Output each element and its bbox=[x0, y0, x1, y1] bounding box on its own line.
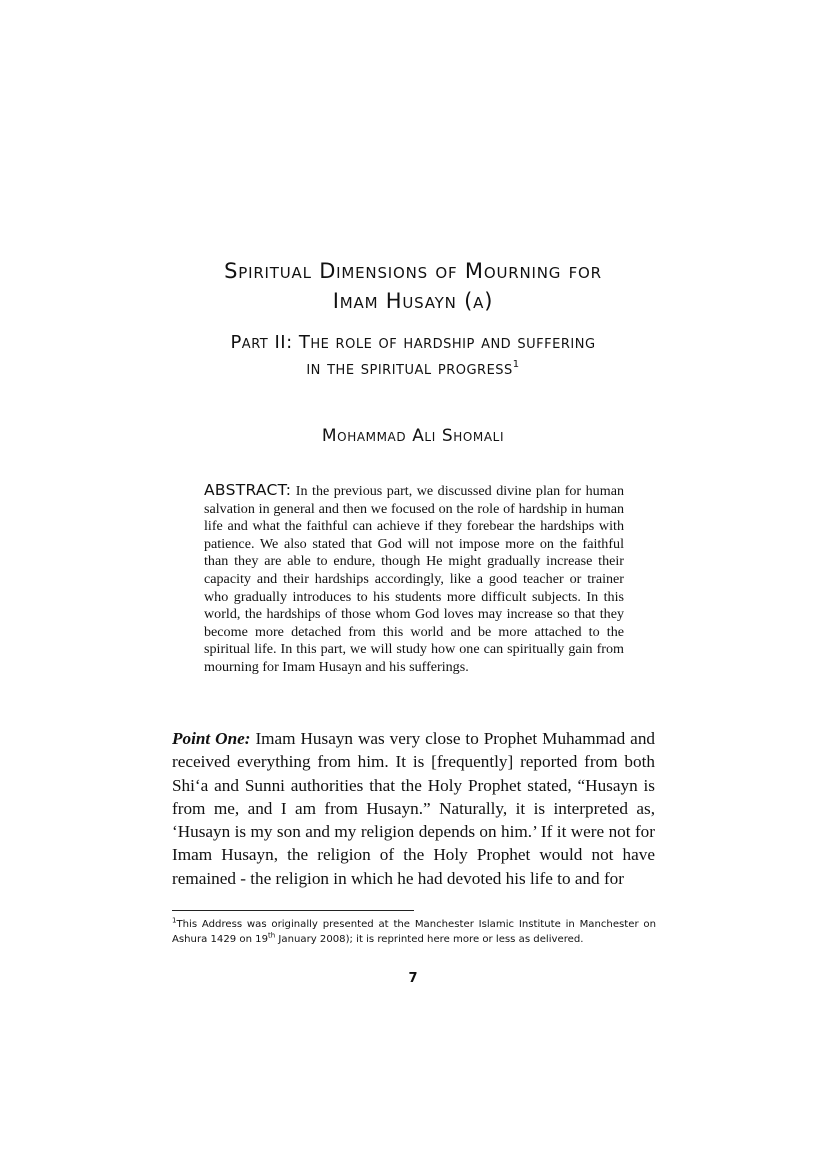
article-title-line-2: Imam Husayn (a) bbox=[332, 289, 494, 313]
footnote-separator bbox=[172, 910, 414, 911]
footnote-reference-marker[interactable]: 1 bbox=[512, 359, 520, 370]
footnote-date-superscript: th bbox=[268, 931, 276, 940]
footnote-text-part-2: January 2008); it is reprinted here more or less as delivered. bbox=[275, 933, 584, 945]
article-subtitle bbox=[100, 330, 726, 382]
footnote-marker: 1 bbox=[172, 916, 177, 925]
article-title bbox=[100, 256, 726, 316]
body-paragraph bbox=[172, 727, 655, 890]
point-label: Point One: bbox=[172, 729, 251, 748]
article-subtitle-line-2 bbox=[100, 356, 726, 382]
body-paragraph-text: Imam Husayn was very close to Prophet Muhammad and received everything from him. It is [frequently] reported from both Shi‘a and Sunni authorities that the Holy Prophet stated, “Husayn is from me, and I am from Husayn.” Naturally, it is interpreted as, ‘Husayn is my son and my religion depends on him.’ If it were not for Imam Husayn, the religion of the Holy Prophet would not have remained - the religion in which he had devoted his life to and for bbox=[172, 729, 655, 888]
footnote-text-part-1: This Address was originally presented at the Manchester Islamic Institute in Manchester on Ashura 1429 on 19 bbox=[172, 919, 656, 945]
footnote bbox=[172, 918, 656, 947]
author-name: Mohammad Ali Shomali bbox=[321, 426, 505, 446]
article-title-line-1: Spiritual Dimensions of Mourning for bbox=[224, 259, 602, 283]
page-number: 7 bbox=[408, 971, 418, 986]
abstract-label: ABSTRACT: bbox=[204, 481, 292, 499]
abstract bbox=[204, 482, 624, 677]
abstract-text: In the previous part, we discussed divine plan for human salvation in general and then we focused on the role of hardship in human life and what the faithful can achieve if they forebear the hardships with patience. We also stated that God will not impose more on the faithful than they are able to endure, though He might gradually increase their capacity and their hardships accordingly, like a good teacher or trainer who gradually introduces to his students more difficult subjects. In this world, the hardships of those whom God loves may increase so that they become more detached from this world and be more attached to the spiritual life. In this part, we will study how one can spiritually gain from mourning for Imam Husayn and his sufferings. bbox=[204, 483, 624, 675]
article-subtitle-line-2-text: in the spiritual progress bbox=[306, 358, 513, 379]
article-subtitle-line-1: Part II: The role of hardship and suffering bbox=[230, 332, 596, 353]
